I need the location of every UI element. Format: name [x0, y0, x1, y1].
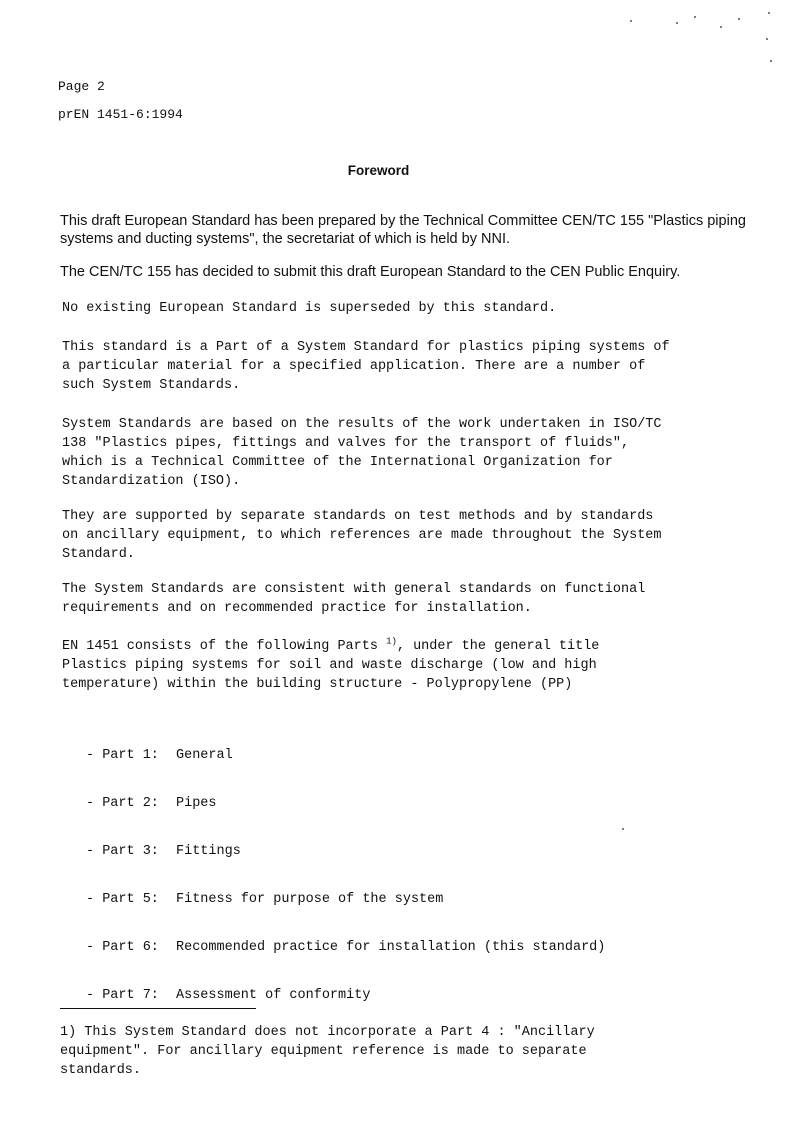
parts-list: [86, 727, 605, 1034]
footnote-reference: 1): [386, 636, 397, 647]
part-number: - Part 7:: [86, 988, 159, 1003]
list-item: [86, 890, 605, 919]
parts-intro-text-cont: , under the general title: [396, 639, 600, 654]
paragraph-system-standard: This standard is a Part of a System Standard for plastics piping systems of a particular material for a specified application. There are a number of such System Standards.: [62, 340, 670, 393]
page-header: [58, 66, 183, 136]
parts-intro-text: EN 1451 consists of the following Parts: [62, 639, 387, 654]
scan-speck: [768, 12, 770, 14]
part-number: - Part 6:: [86, 940, 159, 955]
scan-speck: [622, 828, 624, 830]
list-item: [86, 938, 605, 967]
list-item: [86, 746, 605, 775]
paragraph-parts-intro: [62, 637, 599, 694]
footnote: 1) This System Standard does not incorporate a Part 4 : "Ancillary equipment". For ancillary equipment reference is made to separate standards.: [60, 1025, 595, 1078]
part-title: Fittings: [176, 844, 241, 859]
scan-speck: [766, 38, 768, 40]
part-number: - Part 3:: [86, 844, 159, 859]
part-number: - Part 5:: [86, 892, 159, 907]
scan-speck: [770, 60, 772, 62]
part-number: - Part 2:: [86, 796, 159, 811]
page-number: Page 2: [58, 79, 105, 94]
paragraph-consistent: The System Standards are consistent with general standards on functional requirements and on recommended practice for installation.: [62, 582, 646, 616]
part-title: Pipes: [176, 796, 217, 811]
parts-general-title: Plastics piping systems for soil and waste discharge (low and high temperature) within the building structure - Polypropylene (PP): [62, 658, 597, 692]
scan-speck: [676, 22, 678, 24]
part-title: General: [176, 748, 233, 763]
list-item: [86, 842, 605, 871]
list-item: [86, 794, 605, 823]
document-id: prEN 1451-6:1994: [58, 107, 183, 122]
paragraph-iso-work: System Standards are based on the results of the work undertaken in ISO/TC 138 "Plastics pipes, fittings and valves for the transport of fluids", which is a Technical Committee of the International Organization for Standardization (ISO).: [62, 417, 662, 489]
paragraph-supported-by: They are supported by separate standards on test methods and by standards on ancillary equipment, to which references are made throughout the System Standard.: [62, 509, 662, 562]
part-number: - Part 1:: [86, 748, 159, 763]
part-title: Assessment of conformity: [176, 988, 371, 1003]
paragraph-prepared-by: This draft European Standard has been prepared by the Technical Committee CEN/TC 155 "Plastics piping systems and ducting systems", the secretariat of which is held by NNI.: [60, 213, 746, 247]
scan-speck: [694, 16, 696, 18]
scan-speck: [738, 18, 740, 20]
foreword-title: Foreword: [347, 163, 410, 178]
list-item: [86, 986, 605, 1015]
part-title: Fitness for purpose of the system: [176, 892, 444, 907]
part-title: Recommended practice for installation (this standard): [176, 940, 606, 955]
scan-speck: [630, 20, 632, 22]
paragraph-superseded: No existing European Standard is superseded by this standard.: [62, 301, 557, 316]
footnote-divider: [60, 1008, 256, 1009]
scan-speck: [720, 26, 722, 28]
paragraph-public-enquiry: The CEN/TC 155 has decided to submit this draft European Standard to the CEN Public Enquiry.: [60, 264, 681, 280]
